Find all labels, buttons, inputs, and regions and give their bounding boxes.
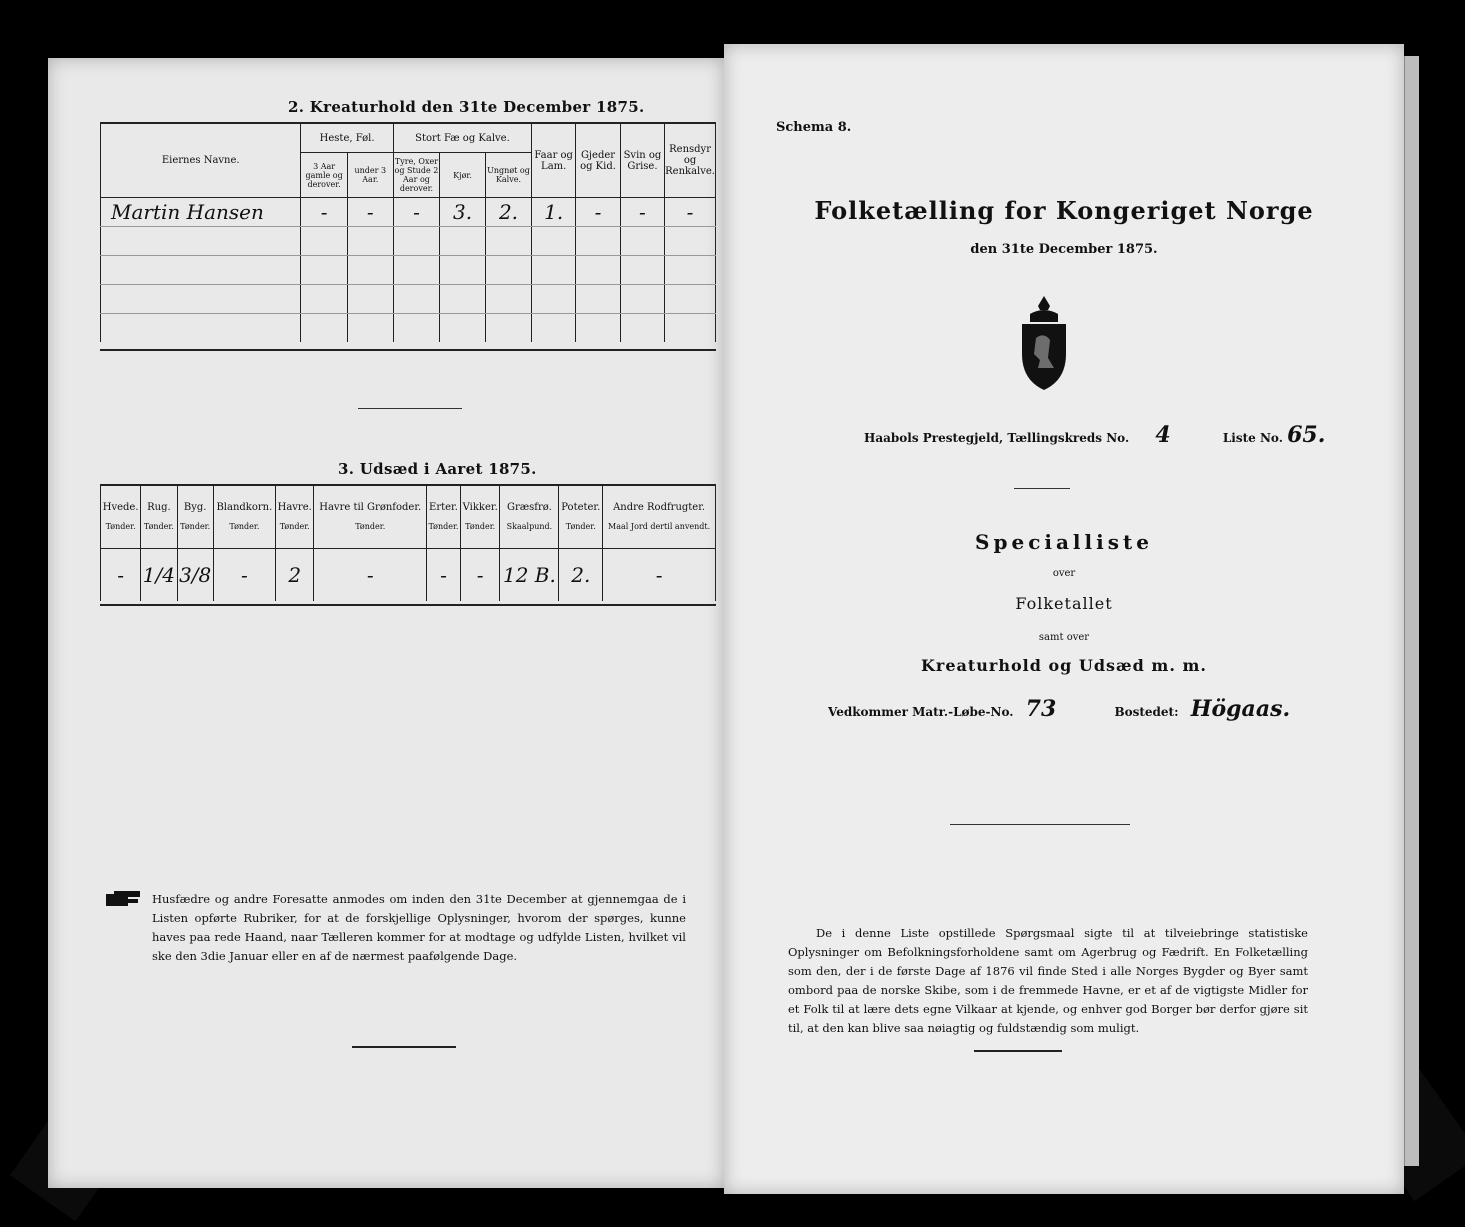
sowing-value: 12 B. [500,549,559,602]
samt-over-text: samt over [1038,632,1090,643]
sowing-value: 1/4 [141,549,177,602]
matr-number: 73 [1025,696,1057,722]
section3-bottom-rule [100,604,716,606]
pointing-hand-icon [104,888,144,910]
sowing-col-unit: Tønder. [565,522,596,531]
sowing-value: - [213,549,275,602]
matr-line [828,696,1348,722]
table-row [101,285,716,314]
sowing-col-header [213,486,275,549]
cell-value: - [576,198,621,227]
sowing-col-header [275,486,314,549]
sowing-col-unit: Skaalpund. [506,522,553,531]
sowing-value: - [314,549,427,602]
sowing-value: - [460,549,500,602]
left-page [48,58,724,1188]
sowing-col-name: Andre Rodfrugter. [613,502,706,513]
sowing-value: - [427,549,461,602]
sowing-col-name: Havre til Grønfoder. [319,502,422,513]
sowing-col-header [101,486,141,549]
norway-coat-of-arms-icon [1014,292,1074,392]
col-faar: Faar og Lam. [532,124,576,198]
section3-title: 3. Udsæd i Aaret 1875. [338,460,537,478]
sowing-col-unit: Tønder. [229,522,260,531]
sowing-col-unit: Tønder. [105,522,136,531]
census-heading: Folketælling for Kongeriget Norge [814,196,1314,225]
notice-text: Husfædre og andre Foresatte anmodes om inden den 31te December at gjennemgaa de i Listen opførte Rubriker, for at de forskjellige Oplysninger, hvorom der spørges, kunne haves paa rede Haand, naar Tælleren kommer for at modtage og udfylde Listen, hvilket vil ske den 3die Januar eller en af de nærmest paafølgende Dage. [152,892,686,963]
schema-label: Schema 8. [776,120,852,135]
sowing-col-unit: Tønder. [355,522,386,531]
sowing-col-unit: Tønder. [180,522,211,531]
bostedet-value: Högaas. [1190,696,1291,722]
sowing-col-unit: Maal Jord dertil anvendt. [608,522,711,531]
col-svin: Svin og Grise. [620,124,664,198]
sowing-value: 2 [275,549,314,602]
prestegjeld-line [864,422,1364,448]
sowing-col-name: Vikker. [462,502,498,513]
col-stort-a: Tyre, Oxer og Stude 2 Aar og derover. [393,153,439,198]
col-stort-b: Kjør. [440,153,486,198]
matr-label: Vedkommer Matr.-Løbe-No. [828,705,1014,719]
col-rensdyr: Rensdyr og Renkalve. [665,124,716,198]
cell-value: - [301,198,347,227]
col-gjeder: Gjeder og Kid. [576,124,621,198]
cell-value: - [393,198,439,227]
sowing-col-header [314,486,427,549]
col-owner: Eiernes Navne. [101,124,301,198]
col-heste: Heste, Føl. [301,124,393,153]
sowing-col-name: Erter. [429,502,458,513]
cell-value: 3. [440,198,486,227]
table-row [101,256,716,285]
section2-title: 2. Kreaturhold den 31te December 1875. [288,98,645,116]
section2-bottom-rule [100,349,716,351]
sowing-value: - [101,549,141,602]
sowing-col-name: Rug. [147,502,171,513]
explanation-paragraph: De i denne Liste opstillede Spørgsmaal sigte til at tilveiebringe statistiske Oplysninger om Befolkningsforholdene samt om Agerbrug og Fædrift. En Folketælling som den, der i de første Dage af 1876 vil finde Sted i alle Norges Bygder og Byer samt ombord paa de norske Skibe, som i de fremmede Havne, er et af de vigtigste Midler for et Folk til at lære dets egne Vilkaar at kjende, og enhver god Borger bør derfor gjøre sit til, at den kan blive saa nøiagtig og fuldstændig som muligt. [788,926,1308,1035]
table-row [101,227,716,256]
sowing-col-header [427,486,461,549]
sowing-col-header [603,486,716,549]
sowing-col-name: Græsfrø. [507,502,552,513]
sowing-col-name: Havre. [277,502,312,513]
sowing-col-name: Hvede. [102,502,139,513]
sowing-col-name: Byg. [183,502,207,513]
cell-value: - [665,198,716,227]
divider [358,408,462,409]
sowing-value: - [603,549,716,602]
sowing-value: 3/8 [177,549,213,602]
folketallet-heading: Folketallet [1015,594,1113,613]
sowing-col-name: Blandkorn. [216,502,273,513]
sowing-col-unit: Tønder. [465,522,496,531]
liste-label: Liste No. [1222,431,1283,445]
specialliste-heading: Specialliste [975,530,1153,554]
owner-name: Martin Hansen [101,198,301,227]
right-page [724,44,1404,1194]
sowing-col-header [141,486,177,549]
census-date: den 31te December 1875. [970,242,1158,257]
col-stort: Stort Fæ og Kalve. [393,124,531,153]
divider [1014,488,1070,489]
kreds-number: 4 [1155,422,1171,448]
table-row [101,314,716,343]
sowing-table [100,486,716,601]
liste-number: 65. [1287,422,1326,448]
col-heste-b: under 3 Aar. [347,153,393,198]
sowing-col-header [460,486,500,549]
sowing-col-unit: Tønder. [428,522,459,531]
bostedet-label: Bostedet: [1114,705,1179,719]
sowing-value: 2. [559,549,603,602]
kreaturhold-heading: Kreaturhold og Udsæd m. m. [921,656,1207,675]
cell-value: 1. [532,198,576,227]
sowing-col-header [559,486,603,549]
sowing-col-unit: Tønder. [143,522,174,531]
sowing-col-header [177,486,213,549]
prestegjeld-label: Haabols Prestegjeld, Tællingskreds No. [864,431,1130,445]
sowing-col-header [500,486,559,549]
cell-value: - [620,198,664,227]
sowing-col-name: Poteter. [561,502,601,513]
livestock-table [100,124,716,342]
page-edge [1404,56,1419,1166]
col-stort-c: Ungnøt og Kalve. [485,153,531,198]
over-text: over [1052,568,1076,579]
col-heste-a: 3 Aar gamle og derover. [301,153,347,198]
cell-value: 2. [485,198,531,227]
sowing-col-unit: Tønder. [279,522,310,531]
closing-rule [352,1046,456,1048]
cell-value: - [347,198,393,227]
table-row [101,198,716,227]
divider [950,824,1130,825]
closing-rule [974,1050,1062,1052]
